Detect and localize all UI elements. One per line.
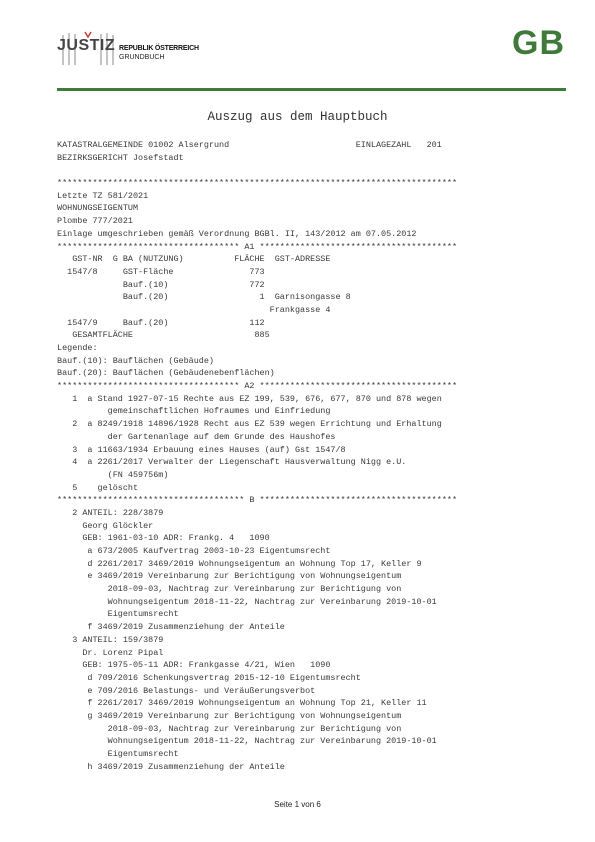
document-line: BEZIRKSGERICHT Josefstadt: [57, 152, 184, 163]
document-line: 4 a 2261/2017 Verwalter der Liegenschaft Hausverwaltung Nigg e.U.: [57, 457, 407, 468]
document-line: WOHNUNGSEIGENTUM: [57, 203, 139, 214]
document-line: (FN 459756m): [57, 469, 169, 480]
document-line: GESAMTFLÄCHE 885: [57, 330, 270, 341]
document-line: f 2261/2017 3469/2019 Wohnungseigentum an Wohnung Top 21, Keller 11: [57, 698, 427, 709]
document-line: Bauf.(10) 772: [57, 279, 265, 290]
document-line: Letzte TZ 581/2021: [57, 190, 149, 201]
document-line: e 3469/2019 Vereinbarung zur Berichtigung von Wohnungseigentum: [57, 571, 402, 582]
document-line: Bauf.(20) 1 Garnisongasse 8: [57, 292, 351, 303]
logo-text: JUSTIZ: [57, 37, 116, 54]
document-line: GEB: 1961-03-10 ADR: Frankg. 4 1090: [57, 533, 270, 544]
document-line: h 3469/2019 Zusammenziehung der Anteile: [57, 761, 285, 772]
document-line: [57, 164, 457, 177]
document-line: gemeinschaftlichen Hofraumes und Einfriedung: [57, 406, 331, 417]
document-title: Auszug aus dem Hauptbuch: [207, 110, 388, 124]
org-name: REPUBLIK ÖSTERREICH: [119, 45, 199, 52]
document-line: Frankgasse 4: [57, 304, 331, 315]
document-line: 2018-09-03, Nachtrag zur Vereinbarung zur Berichtigung von: [57, 584, 402, 595]
document-line: ************************************ A1 ***************************************: [57, 241, 458, 252]
gb-badge: GB: [512, 24, 565, 62]
document-line: Einlage umgeschrieben gemäß Verordnung BGBl. II, 143/2012 am 07.05.2012: [57, 228, 417, 239]
document-line: Dr. Lorenz Pipal: [57, 647, 164, 658]
document-line: 1547/8 GST-Fläche 773: [57, 266, 265, 277]
document-line: Georg Glöckler: [57, 520, 154, 531]
document-line: 5 gelöscht: [57, 482, 139, 493]
document-line: KATASTRALGEMEINDE 01002 Alsergrund EINLAGEZAHL 201: [57, 140, 442, 150]
document-line: GEB: 1975-05-11 ADR: Frankgasse 4/21, Wien 1090: [57, 660, 331, 671]
org-subtitle: GRUNDBUCH: [119, 54, 165, 61]
header-divider: [57, 88, 566, 91]
document-line: 2 ANTEIL: 228/3879: [57, 507, 164, 518]
document-line: g 3469/2019 Vereinbarung zur Berichtigung von Wohnungseigentum: [57, 710, 402, 721]
document-line: e 709/2016 Belastungs- und Veräußerungsverbot: [57, 685, 316, 696]
document-line: Eigentumsrecht: [57, 749, 179, 759]
document-line: Eigentumsrecht: [57, 609, 179, 620]
document-line: ************************************ A2 ***************************************: [57, 381, 458, 392]
document-line: Bauf.(10): Bauflächen (Gebäude): [57, 355, 214, 366]
page-header: [0, 0, 595, 92]
document-line: der Gartenanlage auf dem Grunde des Haushofes: [57, 431, 336, 442]
document-line: 1547/9 Bauf.(20) 112: [57, 317, 265, 328]
document-line: 1 a Stand 1927-07-15 Rechte aus EZ 199, 539, 676, 677, 870 und 878 wegen: [57, 393, 442, 404]
document-line: Wohnungseigentum 2018-11-22, Nachtrag zur Vereinbarung 2019-10-01: [57, 736, 437, 747]
document-line: f 3469/2019 Zusammenziehung der Anteile: [57, 622, 285, 633]
document-line: Plombe 777/2021: [57, 216, 133, 227]
document-line: *******************************************************************************: [57, 178, 458, 189]
document-line: Legende:: [57, 343, 98, 353]
document-line: a 673/2005 Kaufvertrag 2003-10-23 Eigentumsrecht: [57, 546, 331, 556]
document-line: ************************************* B ***************************************: [57, 495, 458, 506]
page-number: Seite 1 von 6: [274, 800, 321, 809]
document-body: [57, 139, 457, 773]
document-line: d 2261/2017 3469/2019 Wohnungseigentum an Wohnung Top 17, Keller 9: [57, 558, 422, 569]
document-line: 2018-09-03, Nachtrag zur Vereinbarung zur Berichtigung von: [57, 723, 402, 734]
document-line: 3 ANTEIL: 159/3879: [57, 634, 164, 645]
document-line: GST-NR G BA (NUTZUNG) FLÄCHE GST-ADRESSE: [57, 254, 331, 265]
document-line: d 709/2016 Schenkungsvertrag 2015-12-10 Eigentumsrecht: [57, 672, 361, 683]
document-line: Wohnungseigentum 2018-11-22, Nachtrag zur Vereinbarung 2019-10-01: [57, 596, 437, 607]
document-line: 2 a 8249/1918 14896/1928 Recht aus EZ 539 wegen Errichtung und Erhaltung: [57, 419, 442, 430]
document-line: Bauf.(20): Bauflächen (Gebäudenebenflächen): [57, 368, 275, 379]
document-line: 3 a 11663/1934 Erbauung eines Hauses (auf) Gst 1547/8: [57, 444, 346, 455]
